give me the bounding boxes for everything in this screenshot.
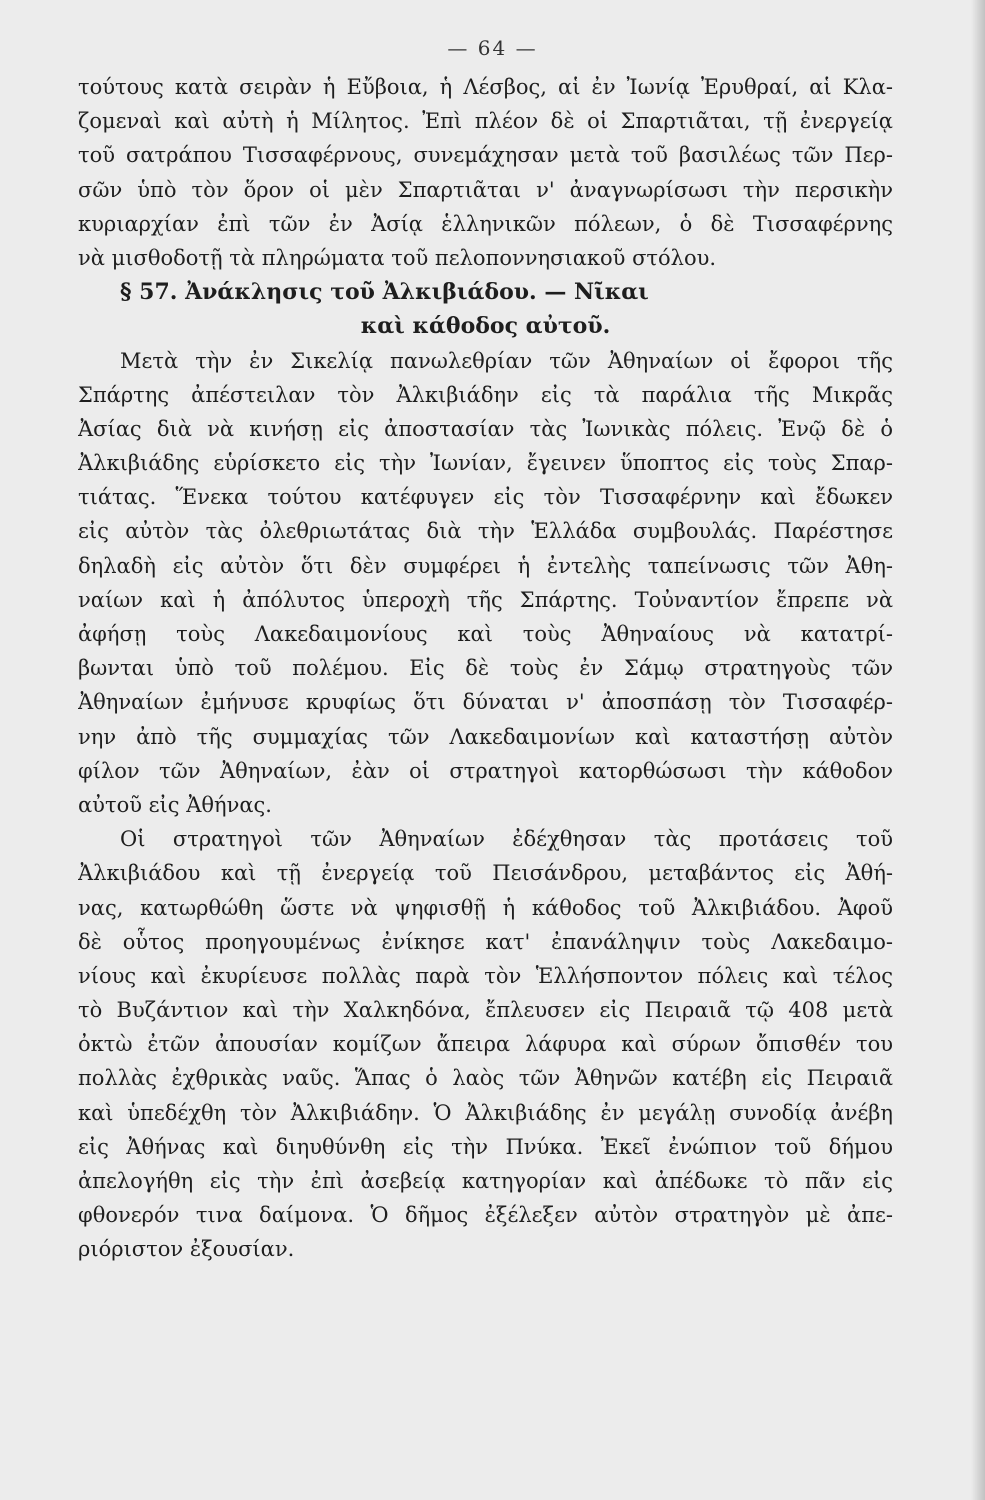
page-text: [78, 70, 893, 1267]
text-line: σῶν ὑπὸ τὸν ὅρον οἱ μὲν Σπαρτιᾶται ν' ἀναγνωρίσωσι τὴν περσικὴν: [78, 177, 893, 202]
section-heading: § 57. Ἀνάκλησις τοῦ Ἀλκιβιάδου. — Νῖκαι: [120, 279, 649, 306]
text-line: ριόριστον ἐξουσίαν.: [78, 1237, 295, 1262]
text-line: τὸ Βυζάντιον καὶ τὴν Χαλκηδόνα, ἔπλευσεν εἰς Πειραιᾶ τῷ 408 μετὰ: [78, 998, 893, 1023]
text-line: αὐτοῦ εἰς Ἀθήνας.: [78, 792, 272, 817]
page-number: — 64 —: [447, 36, 538, 60]
text-line: ναίων καὶ ἡ ἀπόλυτος ὑπεροχὴ τῆς Σπάρτης. Τοὐναντίον ἔπρεπε νὰ: [78, 587, 893, 612]
text-line: Σπάρτης ἀπέστειλαν τὸν Ἀλκιβιάδην εἰς τὰ παράλια τῆς Μικρᾶς: [78, 382, 893, 407]
text-line: φίλον τῶν Ἀθηναίων, ἐὰν οἱ στρατηγοὶ κατορθώσωσι τὴν κάθοδον: [78, 758, 893, 783]
section-heading-continuation: καὶ κάθοδος αὐτοῦ.: [360, 313, 611, 340]
text-line: ἀφήσῃ τοὺς Λακεδαιμονίους καὶ τοὺς Ἀθηναίους νὰ κατατρί-: [78, 622, 893, 646]
text-line: νας, κατωρθώθη ὥστε νὰ ψηφισθῇ ἡ κάθοδος τοῦ Ἀλκιβιάδου. Ἀφοῦ: [78, 895, 893, 920]
text-line: εἰς Ἀθήνας καὶ διηυθύνθη εἰς τὴν Πνύκα. Ἐκεῖ ἐνώπιον τοῦ δήμου: [78, 1134, 893, 1159]
text-line: νην ἀπὸ τῆς συμμαχίας τῶν Λακεδαιμονίων καὶ καταστήσῃ αὐτὸν: [78, 724, 893, 749]
text-line: ἀπελογήθη εἰς τὴν ἐπὶ ἀσεβείᾳ κατηγορίαν καὶ ἀπέδωκε τὸ πᾶν εἰς: [78, 1169, 893, 1193]
text-line: καὶ ὑπεδέχθη τὸν Ἀλκιβιάδην. Ὁ Ἀλκιβιάδης ἐν μεγάλῃ συνοδίᾳ ἀνέβη: [78, 1100, 893, 1125]
text-line: ὀκτὼ ἐτῶν ἀπουσίαν κομίζων ἄπειρα λάφυρα καὶ σύρων ὄπισθέν του: [78, 1032, 893, 1057]
text-line: τούτους κατὰ σειρὰν ἡ Εὔβοια, ἡ Λέσβος, αἱ ἐν Ἰωνίᾳ Ἐρυθραί, αἱ Κλα-: [78, 75, 893, 99]
text-line: Ἀλκιβιάδου καὶ τῇ ἐνεργείᾳ τοῦ Πεισάνδρου, μεταβάντος εἰς Ἀθή-: [78, 861, 893, 886]
text-line: πολλὰς ἐχθρικὰς ναῦς. Ἅπας ὁ λαὸς τῶν Ἀθηνῶν κατέβη εἰς Πειραιᾶ: [78, 1066, 893, 1091]
text-line: Ἀθηναίων ἐμήνυσε κρυφίως ὅτι δύναται ν' ἀποσπάσῃ τὸν Τισσαφέρ-: [78, 690, 893, 715]
text-line: φθονερόν τινα δαίμονα. Ὁ δῆμος ἐξέλεξεν αὐτὸν στρατηγὸν μὲ ἀπε-: [78, 1203, 893, 1228]
text-line: Μετὰ τὴν ἐν Σικελίᾳ πανωλεθρίαν τῶν Ἀθηναίων οἱ ἔφοροι τῆς: [120, 348, 893, 373]
text-line: δηλαδὴ εἰς αὐτὸν ὅτι δὲν συμφέρει ἡ ἐντελὴς ταπείνωσις τῶν Ἀθη-: [78, 553, 893, 578]
text-line: νίους καὶ ἐκυρίευσε πολλὰς παρὰ τὸν Ἑλλήσποντον πόλεις καὶ τέλος: [78, 963, 893, 988]
text-line: βωνται ὑπὸ τοῦ πολέμου. Εἰς δὲ τοὺς ἐν Σάμῳ στρατηγοὺς τῶν: [78, 656, 893, 681]
text-line: δὲ οὗτος προηγουμένως ἐνίκησε κατ' ἐπανάληψιν τοὺς Λακεδαιμο-: [78, 929, 893, 954]
text-line: νὰ μισθοδοτῇ τὰ πληρώματα τοῦ πελοποννησιακοῦ στόλου.: [78, 245, 717, 270]
text-line: κυριαρχίαν ἐπὶ τῶν ἐν Ἀσίᾳ ἑλληνικῶν πόλεων, ὁ δὲ Τισσαφέρνης: [78, 211, 893, 236]
page-edge-shadow: [971, 0, 985, 1500]
text-line: τοῦ σατράπου Τισσαφέρνους, συνεμάχησαν μετὰ τοῦ βασιλέως τῶν Περ-: [78, 143, 893, 168]
text-line: Οἱ στρατηγοὶ τῶν Ἀθηναίων ἐδέχθησαν τὰς προτάσεις τοῦ: [120, 827, 893, 852]
text-line: εἰς αὐτὸν τὰς ὀλεθριωτάτας διὰ τὴν Ἑλλάδα συμβουλάς. Παρέστησε: [78, 519, 893, 544]
text-line: τιάτας. Ἕνεκα τούτου κατέφυγεν εἰς τὸν Τισσαφέρνην καὶ ἔδωκεν: [78, 485, 893, 510]
text-line: ζομεναὶ καὶ αὐτὴ ἡ Μίλητος. Ἐπὶ πλέον δὲ οἱ Σπαρτιᾶται, τῇ ἐνεργείᾳ: [78, 109, 893, 134]
text-line: Ἀλκιβιάδης εὑρίσκετο εἰς τὴν Ἰωνίαν, ἔγεινεν ὕποπτος εἰς τοὺς Σπαρ-: [78, 451, 893, 476]
text-line: Ἀσίας διὰ νὰ κινήσῃ εἰς ἀποστασίαν τὰς Ἰωνικὰς πόλεις. Ἐνῷ δὲ ὁ: [78, 416, 893, 441]
